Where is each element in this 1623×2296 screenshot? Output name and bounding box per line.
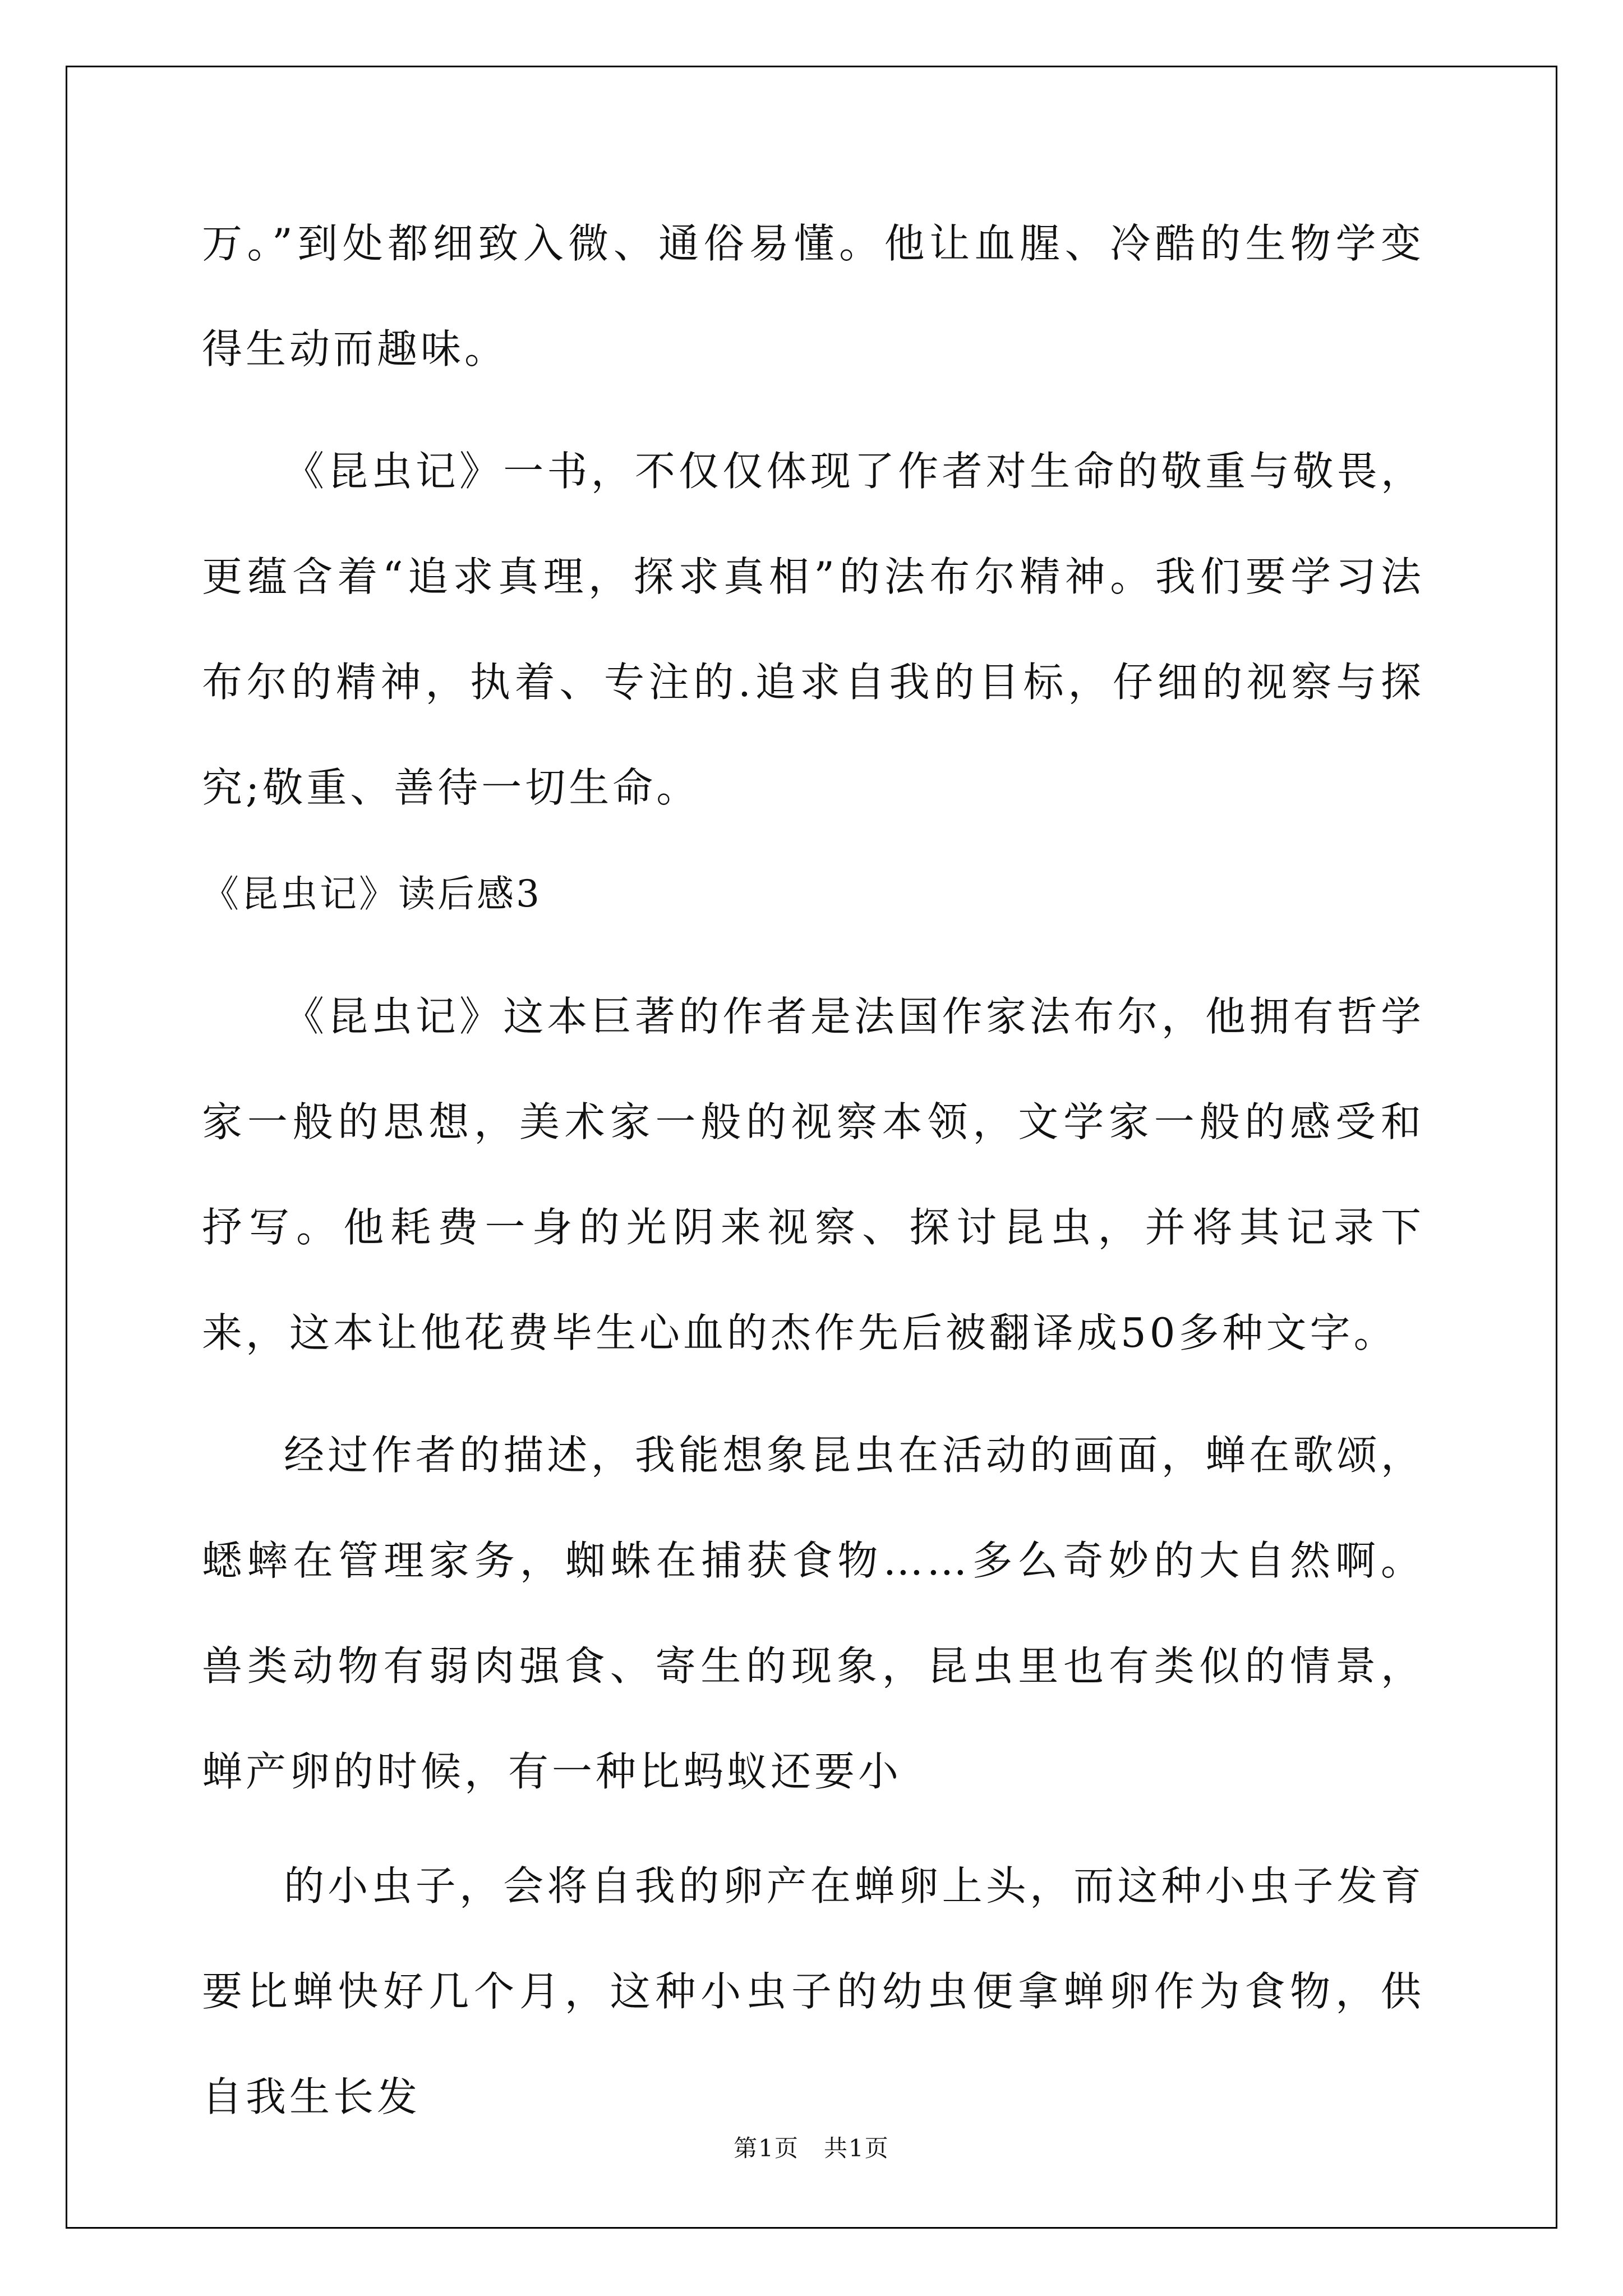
paragraph-4: 经过作者的描述，我能想象昆虫在活动的画面，蝉在歌颂，蟋蟀在管理家务，蜘蛛在捕获食物……多么奇妙的大自然啊。兽类动物有弱肉强食、寄生的现象，昆虫里也有类似的情景，蝉产卵的时候，有一种比蚂蚁还要小	[202, 1432, 1424, 1795]
paragraph-3: 《昆虫记》这本巨著的作者是法国作家法布尔，他拥有哲学家一般的思想，美术家一般的视察本领，文学家一般的感受和抒写。他耗费一身的光阴来视察、探讨昆虫，并将其记录下来，这本让他花费毕生心血的杰作先后被翻译成50多种文字。	[202, 993, 1424, 1356]
section-heading: 《昆虫记》读后感3	[202, 872, 542, 915]
paragraph-5: 的小虫子，会将自我的卵产在蝉卵上头，而这种小虫子发育要比蝉快好几个月，这种小虫子的幼虫便拿蝉卵作为食物，供自我生长发	[202, 1862, 1424, 2120]
paragraph-2: 《昆虫记》一书，不仅仅体现了作者对生命的敬重与敬畏，更蕴含着“追求真理，探求真相”的法布尔精神。我们要学习法布尔的精神，执着、专注的.追求自我的目标，仔细的视察与探究;敬重、善待一切生命。	[202, 448, 1424, 811]
paragraph-1: 万。”到处都细致入微、通俗易懂。他让血腥、冷酷的生物学变得生动而趣味。	[202, 220, 1424, 372]
page-footer: 第1页 共1页	[734, 2134, 889, 2162]
